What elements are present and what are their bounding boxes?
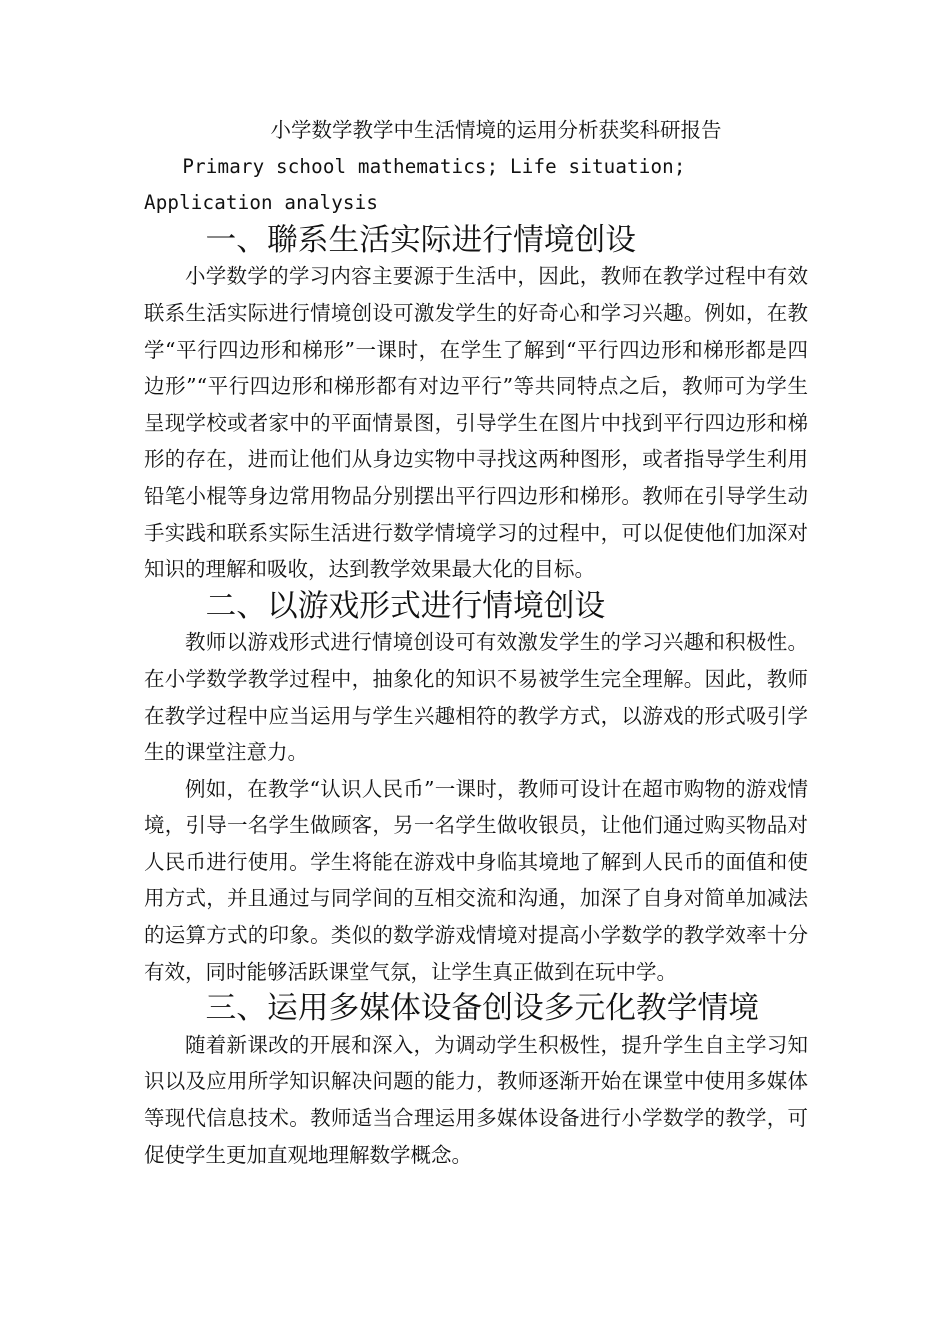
document-body [144,112,808,1173]
keywords-line: Primary school mathematics; Life situation; Application analysis [144,154,686,215]
section-2-paragraph-1: 教师以游戏形式进行情境创设可有效激发学生的学习兴趣和积极性。在小学数学教学过程中，抽象化的知识不易被学生完全理解。因此，教师在教学过程中应当运用与学生兴趣相符的教学方式，以游戏的形式吸引学生的课堂注意力。 [144,630,808,765]
section-1-paragraph-1: 小学数学的学习内容主要源于生活中，因此，教师在教学过程中有效联系生活实际进行情境创设可激发学生的好奇心和学习兴趣。例如，在教学“平行四边形和梯形”一课时，在学生了解到“平行四边形和梯形都是四边形”“平行四边形和梯形都有对边平行”等共同特点之后，教师可为学生呈现学校或者家中的平面情景图，引导学生在图片中找到平行四边形和梯形的存在，进而让他们从身边实物中寻找这两种图形，或者指导学生利用铅笔小棍等身边常用物品分别摆出平行四边形和梯形。教师在引导学生动手实践和联系实际生活进行数学情境学习的过程中，可以促使他们加深对知识的理解和吸收，达到教学效果最大化的目标。 [144,264,808,582]
section-heading-3: 三、运用多媒体设备创设多元化教学情境 [205,990,760,1027]
section-3-paragraph-1: 随着新课改的开展和深入，为调动学生积极性，提升学生自主学习知识以及应用所学知识解决问题的能力，教师逐渐开始在课堂中使用多媒体等现代信息技术。教师适当合理运用多媒体设备进行小学数学的教学，可促使学生更加直观地理解数学概念。 [144,1032,808,1167]
section-heading-2: 二、以游戏形式进行情境创设 [205,587,606,624]
section-2-paragraph-2: 例如，在教学“认识人民币”一课时，教师可设计在超市购物的游戏情境，引导一名学生做顾客，另一名学生做收银员，让他们通过购买物品对人民币进行使用。学生将能在游戏中身临其境地了解到人民币的面值和使用方式，并且通过与同学间的互相交流和沟通，加深了自身对简单加减法的运算方式的印象。类似的数学游戏情境对提高小学数学的教学效率十分有效，同时能够活跃课堂气氛，让学生真正做到在玩中学。 [144,776,808,984]
section-heading-1: 一、聯系生活实际进行情境创设 [205,221,637,258]
document-title: 小学数学教学中生活情境的运用分析获奖科研报告 [270,118,722,142]
